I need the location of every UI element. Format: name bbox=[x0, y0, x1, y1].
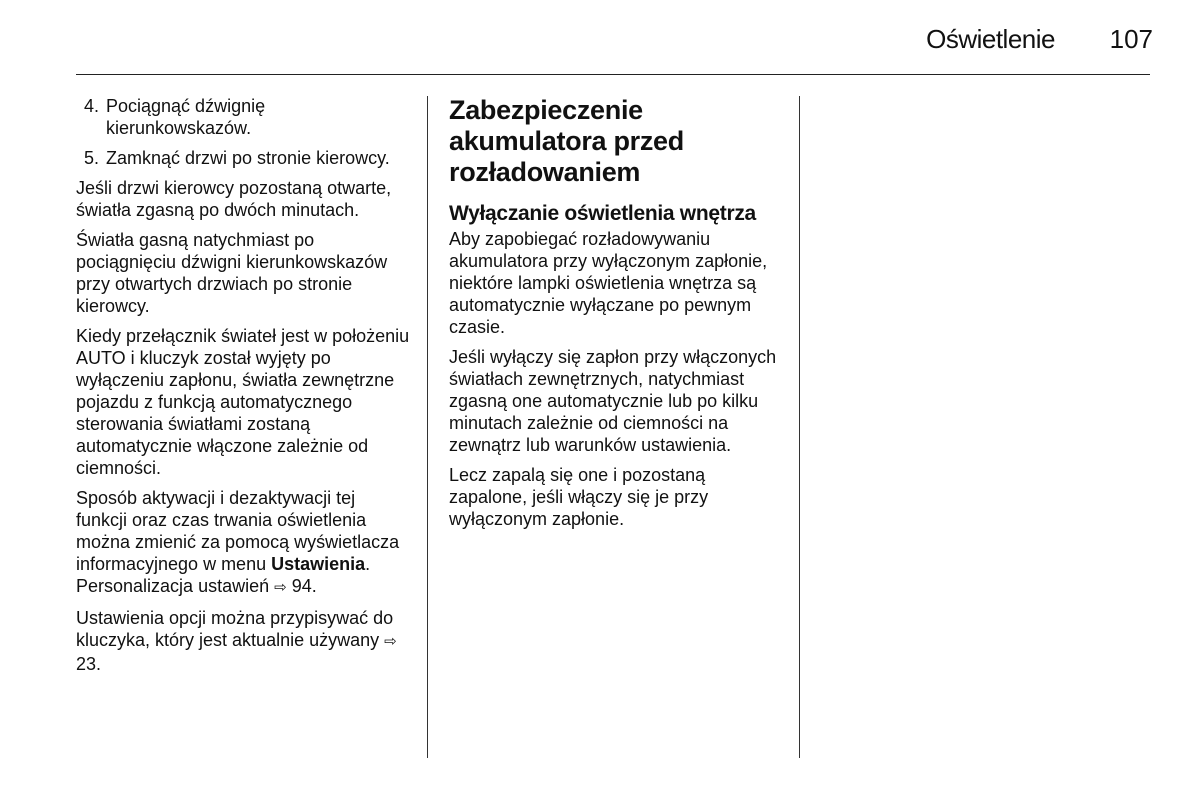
column-1 bbox=[76, 95, 411, 683]
page-title: Oświetlenie bbox=[926, 24, 1055, 54]
column-divider bbox=[799, 96, 800, 758]
column-2 bbox=[449, 95, 784, 538]
paragraph: Lecz zapalą się one i pozostaną zapalone, jeśli włączy się je przy wyłączonym zapłonie. bbox=[449, 465, 709, 529]
paragraph bbox=[76, 607, 411, 675]
paragraph: Jeśli wyłączy się zapłon przy włączonych światłach zewnętrznych, natychmiast zgasną one automatycznie lub po kilku minutach zależnie od ciemności na zewnątrz lub warunków ustawienia. bbox=[449, 347, 777, 455]
list-number: 4. bbox=[84, 96, 100, 116]
paragraph: Aby zapobiegać rozładowywaniu akumulatora przy wyłączonym zapłonie, niektóre lampki oświetlenia wnętrza są automatycznie wyłączane po pewnym czasie. bbox=[449, 229, 768, 337]
header-rule bbox=[76, 74, 1150, 75]
section-heading: Zabezpieczenie akumulatora przed rozładowaniem bbox=[449, 95, 684, 187]
paragraph: Światła gasną natychmiast po pociągnięciu dźwigni kierunkowskazów przy otwartych drzwiach po stronie kierowcy. bbox=[76, 230, 388, 316]
paragraph: Jeśli drzwi kierowcy pozostaną otwarte, światła zgasną po dwóch minutach. bbox=[76, 178, 392, 220]
paragraph: Kiedy przełącznik świateł jest w położeniu AUTO i kluczyk został wyjęty po wyłączeniu zapłonu, światła zewnętrzne pojazdu z funkcją automatycznego sterowania światłami zostaną automatycznie włączone zależnie od ciemności. bbox=[76, 326, 410, 478]
arrow-right-icon: ⇨ bbox=[274, 579, 287, 596]
page-reference: 94. bbox=[291, 576, 317, 596]
list-text: Zamknąć drzwi po stronie kierowcy. bbox=[106, 148, 390, 168]
arrow-right-icon: ⇨ bbox=[384, 633, 397, 650]
list-number: 5. bbox=[84, 148, 100, 168]
column-divider bbox=[427, 96, 428, 758]
page-reference: 23. bbox=[76, 654, 102, 674]
list-item bbox=[76, 95, 411, 139]
text-run: Sposób aktywacji i dezaktywacji tej funkcji oraz czas trwania oświetlenia można zmienić za pomocą wyświetlacza informacyjnego w menu bbox=[76, 488, 400, 574]
text-run: Ustawienia opcji można przypisywać do kluczyka, który jest aktualnie używany bbox=[76, 608, 394, 650]
menu-name-settings: Ustawienia bbox=[271, 554, 366, 574]
text-run: . Personalizacja ustawień bbox=[76, 554, 371, 596]
page-number: 107 bbox=[1109, 24, 1153, 54]
paragraph bbox=[76, 487, 411, 599]
subsection-heading: Wyłączanie oświetlenia wnętrza bbox=[449, 202, 756, 225]
list-item bbox=[76, 147, 411, 169]
list-text: Pociągnąć dźwignię kierunkowskazów. bbox=[106, 96, 266, 138]
